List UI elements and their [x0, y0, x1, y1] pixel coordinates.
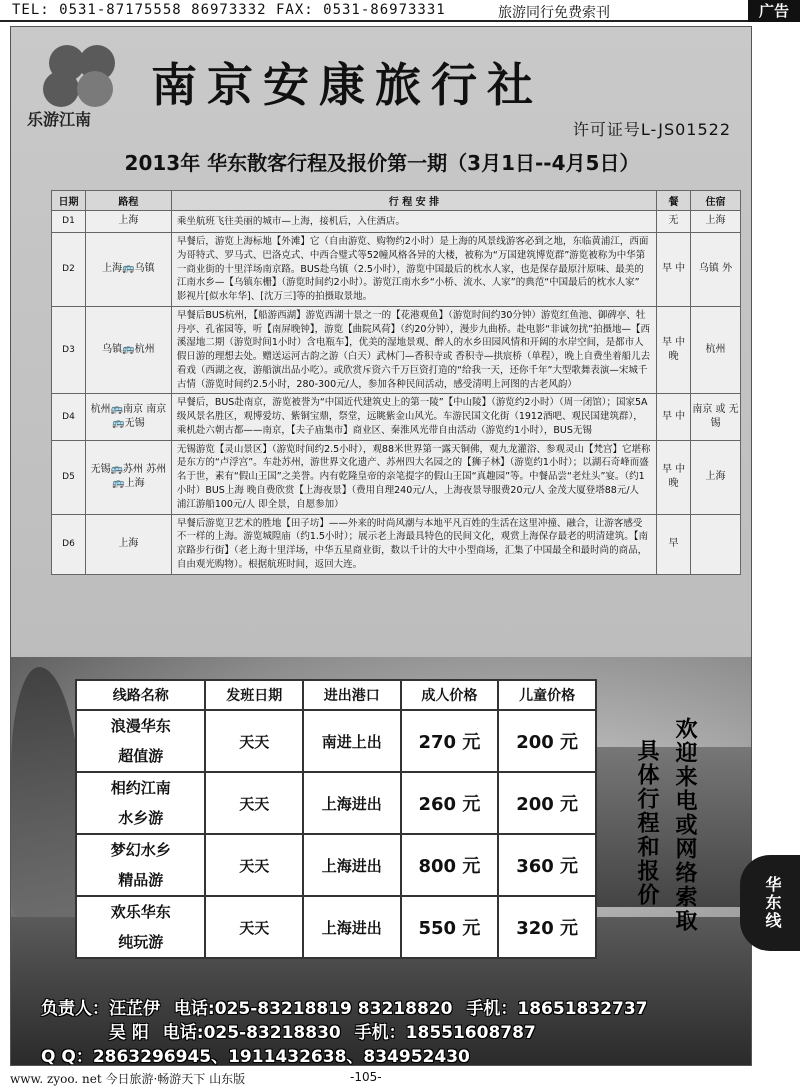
- east-china-tab: 华东线: [740, 855, 800, 951]
- day-cell: D2: [52, 233, 86, 307]
- stay-cell: 上海: [691, 440, 741, 514]
- schedule-cell: 无锡游览【灵山景区】（游览时间约2.5小时），观88米世界第一露天铜佛，观九龙灌浴、参观灵山【梵宫】它堪称是东方的“卢浮宫”。车赴苏州，游世界文化遗产、苏州四大名园之的【狮子林】（游览约1小时）；以湖石奇峰而盛名于世，素有“假山王国”之美誉。内有乾隆皇帝的亲笔提字的假山王国“真趣园”等。中餐品尝“老灶头”宴。（约1小时）BUS上海 晚自费欣赏【上海夜景】（费用自理240元/人，上海夜景导服费20元/人 金茂大厦登塔88元/人 浦江游船100元/人 即全景，自愿参加）: [171, 440, 656, 514]
- route-cell: 无锡🚌苏州 苏州🚌上海: [85, 440, 171, 514]
- col-day: 日期: [52, 191, 86, 211]
- schedule-cell: 早餐后，游览上海标地【外滩】它（自由游览、购物约2小时）是上海的风景线游客必到之地，东临黄浦江，西面为哥特式、罗马式、巴洛克式、中西合璧式等52幢风格各异的大楼，被称为“万国建筑博览群”游览被称为中华第一商业街的十里洋场南京路。BUS赴乌镇（2.5小时），游览中国最后的枕水人家，也是保存最原汁原味、最美的江南水乡—【乌镇东栅】（游览时间约2小时）。游览江南水乡“小桥、流水、人家”的典范“中国最后的枕水人家” 影视片[似水年华]、[沈万三]等的拍摄取景地。: [171, 233, 656, 307]
- day-cell: D1: [52, 211, 86, 233]
- table-row: [76, 896, 596, 958]
- table-row: [76, 834, 596, 896]
- meal-cell: 早: [657, 514, 691, 574]
- contact-person: 吴 阳: [108, 1023, 149, 1043]
- line-name: [76, 710, 205, 772]
- license-number: 许可证号L-JS01522: [572, 120, 731, 139]
- col-adult-price: 成人价格: [401, 680, 499, 710]
- departure-cell: 天天: [205, 772, 303, 834]
- day-cell: D4: [52, 394, 86, 440]
- page-number: -105-: [350, 1070, 382, 1084]
- col-schedule: 行 程 安 排: [171, 191, 656, 211]
- stay-cell: 乌镇 外: [691, 233, 741, 307]
- stay-cell: 上海: [691, 211, 741, 233]
- table-row: [52, 306, 741, 394]
- port-cell: 上海进出: [303, 896, 401, 958]
- contact-qq: Q Q：2863296945、1911432638、834952430: [41, 1047, 470, 1066]
- price-header-row: [76, 680, 596, 710]
- day-cell: D6: [52, 514, 86, 574]
- col-route: 路程: [85, 191, 171, 211]
- line-name-top: 浪漫华东: [110, 717, 171, 735]
- table-row: [52, 440, 741, 514]
- col-child-price: 儿童价格: [498, 680, 596, 710]
- meal-cell: 早 中: [657, 394, 691, 440]
- line-name-bottom: 纯玩游: [118, 933, 164, 951]
- stay-cell: 杭州: [691, 306, 741, 394]
- col-stay: 住宿: [691, 191, 741, 211]
- meal-cell: 早 中: [657, 233, 691, 307]
- adult-price: 270 元: [401, 710, 499, 772]
- detail-vertical-text: 具体行程和报价: [634, 739, 659, 907]
- schedule-cell: 早餐后BUS杭州，【船游西湖】游览西湖十景之一的【花港观鱼】（游览时间约30分钟）游览红鱼池、御碑亭、牡丹亭、孔雀园等，听【南屏晚钟】，游览【曲院风荷】（约20分钟），漫步九曲桥。赴电影“非诚勿扰”拍摄地—【西溪湿地二期（游览时间1小时）含电瓶车】，优美的湿地景观、醉人的水乡田园风情和开阔的水岸空间，是都市人假日游的理想去处。赠送运河古韵之游（白天）武林门—香积寺或 香积寺—拱宸桥（单程），晚上自费坐着船儿去看戏（西湖之夜，游船演出品小吃）。或欣赏斥资六千万巨资打造的“给我一天，还你千年”大型歌舞表演—宋城千古情（游览时间约2.5小时，280-300元/人，参加各种民间活动，感受清明上河图的古老风韵）: [171, 306, 656, 394]
- col-meal: 餐: [657, 191, 691, 211]
- top-phone-fax: TEL: 0531-87175558 86973332 FAX: 0531-86973331: [12, 2, 446, 18]
- route-cell: 乌镇🚌杭州: [85, 306, 171, 394]
- col-port: 进出港口: [303, 680, 401, 710]
- route-cell: 上海🚌乌镇: [85, 233, 171, 307]
- child-price: 200 元: [498, 772, 596, 834]
- meal-cell: 早 中 晚: [657, 440, 691, 514]
- top-contact-bar: [0, 0, 800, 22]
- stay-cell: 南京 或 无锡: [691, 394, 741, 440]
- port-cell: 上海进出: [303, 772, 401, 834]
- port-cell: 上海进出: [303, 834, 401, 896]
- meal-cell: 早 中 晚: [657, 306, 691, 394]
- contact-person: 负责人：汪芷伊: [41, 999, 160, 1019]
- contact-mobile: 手机：18651832737: [466, 999, 648, 1019]
- contact-row: [41, 997, 648, 1021]
- table-row: [52, 394, 741, 440]
- footer-site: www. zyoo. net 今日旅游·畅游天下 山东版: [10, 1072, 246, 1086]
- itinerary-table: [51, 190, 741, 575]
- child-price: 320 元: [498, 896, 596, 958]
- line-name: [76, 834, 205, 896]
- route-cell: 上海: [85, 211, 171, 233]
- ad-panel: [10, 26, 752, 1066]
- table-row: [52, 211, 741, 233]
- welcome-vertical-text: 欢迎来电或网络索取: [672, 717, 697, 933]
- adult-price: 800 元: [401, 834, 499, 896]
- itinerary-header-row: [52, 191, 741, 211]
- line-name-top: 欢乐华东: [110, 903, 171, 921]
- adult-price: 260 元: [401, 772, 499, 834]
- departure-cell: 天天: [205, 710, 303, 772]
- col-line-name: 线路名称: [76, 680, 205, 710]
- schedule-cell: 早餐后游览卫艺术的胜地【田子坊】——外来的时尚风潮与本地平凡百姓的生活在这里冲撞、融合，让游客感受不一样的上海。游览城隍庙（约1.5小时）；展示老上海最具特色的民间文化，观赏上海保存最老的明清建筑。【南京路步行街】（老上海十里洋场，中华五星商业街，数以千计的大中小型商场，汇集了中国最全和最时尚的商品，自由观光购物）。根据航班时间，返回大连。: [171, 514, 656, 574]
- table-row: [52, 514, 741, 574]
- page-footer: [0, 1068, 800, 1086]
- day-cell: D3: [52, 306, 86, 394]
- line-name: [76, 772, 205, 834]
- child-price: 360 元: [498, 834, 596, 896]
- line-name-bottom: 精品游: [118, 871, 164, 889]
- ad-label: 广告: [748, 0, 800, 22]
- route-cell: 上海: [85, 514, 171, 574]
- port-cell: 南进上出: [303, 710, 401, 772]
- table-row: [76, 710, 596, 772]
- schedule-headline: 2013年 华东散客行程及报价第一期（3月1日--4月5日）: [124, 151, 640, 175]
- price-table: [75, 679, 597, 959]
- day-cell: D5: [52, 440, 86, 514]
- contact-block: [41, 997, 648, 1066]
- contact-mobile: 手机：18551608787: [354, 1023, 536, 1043]
- departure-cell: 天天: [205, 896, 303, 958]
- schedule-cell: 早餐后，BUS赴南京，游览被誉为“中国近代建筑史上的第一陵”【中山陵】（游览约2小时）（周一闭馆）；国家5A级风景名胜区，观博爱坊、紫铜宝鼎，祭堂，远眺紫金山风光。车游民国文化街（1912酒吧、观民国建筑群），乘机赴六朝古都——南京，【夫子庙集市】商业区、秦淮风光带自由活动（游览约1小时），BUS无锡: [171, 394, 656, 440]
- stay-cell: [691, 514, 741, 574]
- contact-row: [41, 1021, 648, 1045]
- table-row: [52, 233, 741, 307]
- table-row: [76, 772, 596, 834]
- line-name-top: 相约江南: [110, 779, 171, 797]
- line-name-top: 梦幻水乡: [110, 841, 171, 859]
- child-price: 200 元: [498, 710, 596, 772]
- logo-text: 乐游江南: [27, 110, 92, 129]
- line-name-bottom: 水乡游: [118, 809, 164, 827]
- route-cell: 杭州🚌南京 南京🚌无锡: [85, 394, 171, 440]
- col-departure: 发班日期: [205, 680, 303, 710]
- departure-cell: 天天: [205, 834, 303, 896]
- free-request-note: 旅游同行免费索刊: [498, 5, 610, 21]
- meal-cell: 无: [657, 211, 691, 233]
- contact-phone: 电话:025-83218819 83218820: [173, 999, 453, 1019]
- contact-phone: 电话:025-83218830: [162, 1023, 341, 1043]
- schedule-cell: 乘坐航班飞往美丽的城市—上海，接机后，入住酒店。: [171, 211, 656, 233]
- line-name-bottom: 超值游: [118, 747, 164, 765]
- line-name: [76, 896, 205, 958]
- company-name: 南京安康旅行社: [151, 58, 543, 112]
- adult-price: 550 元: [401, 896, 499, 958]
